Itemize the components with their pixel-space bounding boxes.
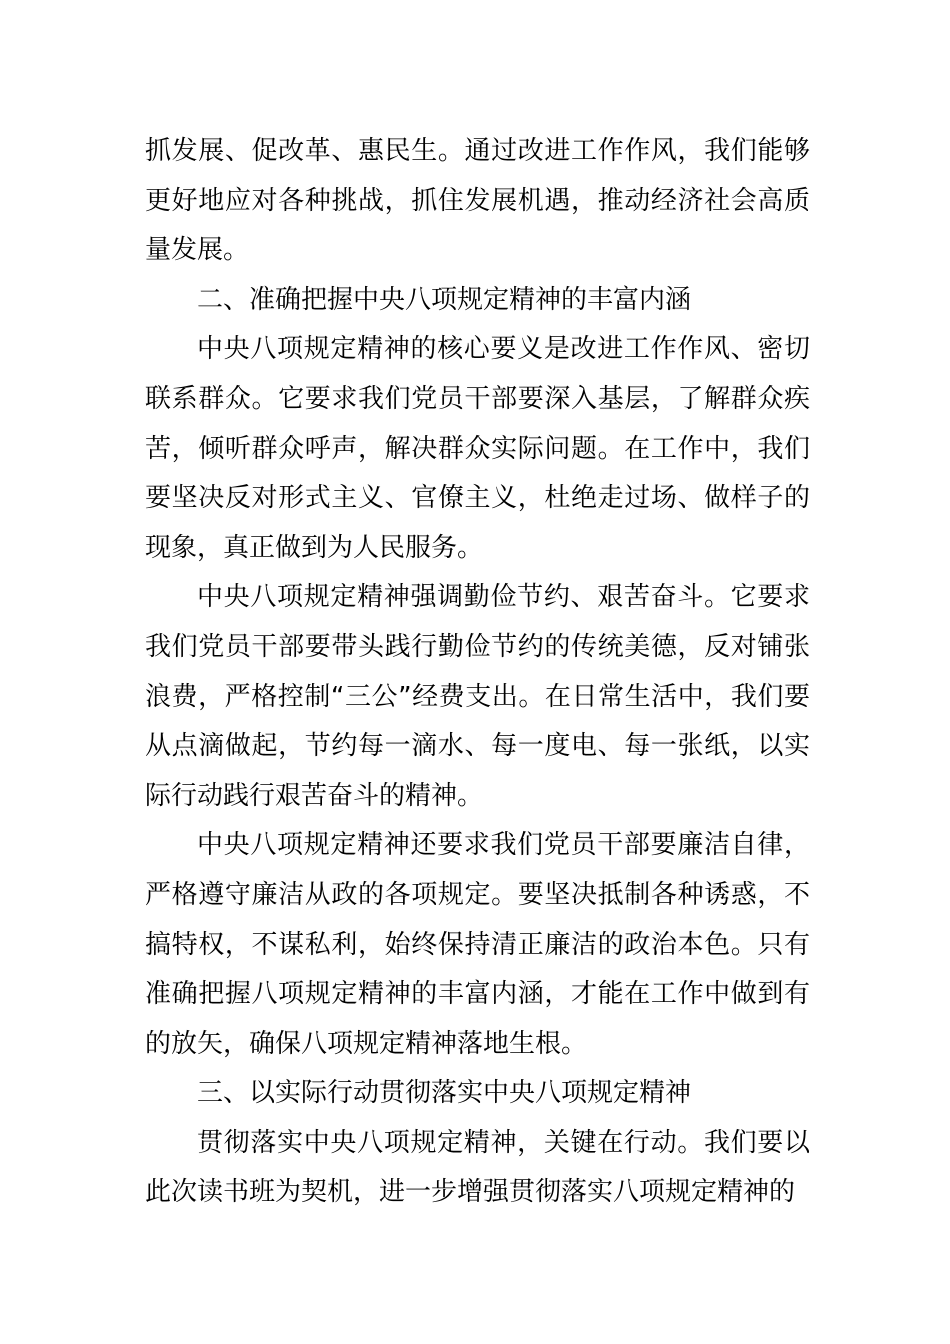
paragraph-integrity: 中央八项规定精神还要求我们党员干部要廉洁自律，严格遵守廉洁从政的各项规定。要坚决抵制各种诱惑，不搞特权，不谋私利，始终保持清正廉洁的政治本色。只有准确把握八项规定精神的丰富内涵，才能在工作中做到有的放矢，确保八项规定精神落地生根。 [145,830,810,1059]
paragraph-continuation: 抓发展、促改革、惠民生。通过改进工作作风，我们能够更好地应对各种挑战，抓住发展机遇，推动经济社会高质量发展。 [145,136,810,266]
document-body [145,127,810,1218]
paragraph-frugality: 中央八项规定精神强调勤俭节约、艰苦奋斗。它要求我们党员干部要带头践行勤俭节约的传统美德，反对铺张浪费，严格控制“三公”经费支出。在日常生活中，我们要从点滴做起，节约每一滴水、每一度电、每一张纸，以实际行动践行艰苦奋斗的精神。 [145,582,810,811]
paragraph-action: 贯彻落实中央八项规定精神，关键在行动。我们要以此次读书班为契机，进一步增强贯彻落实八项规定精神的 [145,1127,810,1208]
paragraph-core-essence: 中央八项规定精神的核心要义是改进工作作风、密切联系群众。它要求我们党员干部要深入基层，了解群众疾苦，倾听群众呼声，解决群众实际问题。在工作中，我们要坚决反对形式主义、官僚主义，杜绝走过场、做样子的现象，真正做到为人民服务。 [145,334,810,563]
section-heading-3: 三、以实际行动贯彻落实中央八项规定精神 [197,1078,692,1109]
section-heading-2: 二、准确把握中央八项规定精神的丰富内涵 [197,284,692,315]
